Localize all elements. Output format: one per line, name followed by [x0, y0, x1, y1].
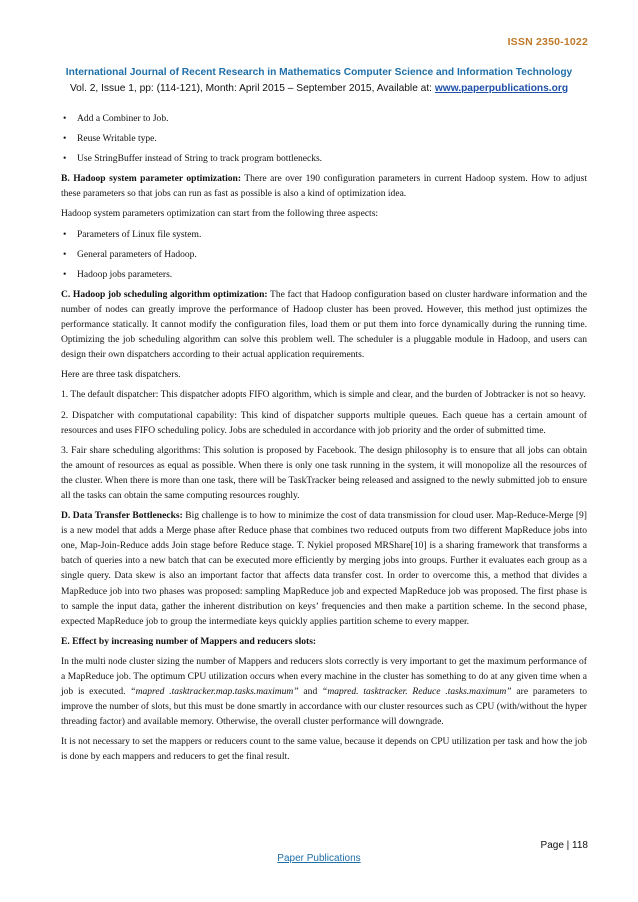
section-c-heading: C. Hadoop job scheduling algorithm optimization: [61, 288, 268, 300]
section-d-paragraph: D. Data Transfer Bottlenecks: Big challenge is to how to minimize the cost of data transmission for cloud user. Map-Reduce-Merge [9] is a new model that adds a Merge phase after Reduce phase that combines two reduced outputs from two different MapReduce jobs into one, Map-Join-Reduce adds Join stage before Reduce stage. T. Nykiel proposed MRShare[10] is a sharing framework that transforms a batch of queries into a new batch that can be executed more efficiently by merging jobs into groups. Further it evaluates each group as a single query. Data skew is also an important factor that affects data transfer cost. In order to overcome this, a method that divides a MapReduce job into two phases was proposed: sampling MapReduce job and expected MapReduce job was proposed. The first phase is to sample the input data, gather the inherent distribution on keys’ frequencies and then make a partition scheme. In the second phase, expected MapReduce job to group the intermediate keys quickly applies partition scheme to every mapper. [61, 510, 587, 627]
bullet-item: • Add a Combiner to Job. [61, 111, 587, 126]
issn-label: ISSN 2350-1022 [507, 36, 588, 48]
param-reducer-slots: “mapred. tasktracker. Reduce .tasks.maximum” [322, 686, 512, 698]
website-link[interactable]: www.paperpublications.org [434, 83, 569, 94]
section-e-paragraph-2: It is not necessary to set the mappers or reducers count to the same value, because it depends on CPU utilization per task and how the job is done by each mappers and reducers to get the final result. [61, 736, 587, 763]
publisher-link[interactable]: Paper Publications [277, 853, 361, 864]
bullet-icon: • [63, 228, 67, 240]
bullet-item: • Hadoop jobs parameters. [61, 267, 587, 282]
bullet-item: • General parameters of Hadoop. [61, 247, 587, 262]
bullet-item: • Use StringBuffer instead of String to track program bottlenecks. [61, 151, 587, 166]
bullet-icon: • [63, 268, 67, 280]
dispatcher-item: 2. Dispatcher with computational capability: This kind of dispatcher supports multiple queues. Each queue has a certain amount of resources and uses FIFO scheduling policy. Jobs are scheduled in accordance with job priority and the order of submitted time. [61, 409, 587, 436]
section-e-heading: E. Effect by increasing number of Mappers and reducers slots: [61, 635, 317, 647]
volume-text: Vol. 2, Issue 1, pp: (114-121), Month: April 2015 – September 2015, Available at: [69, 83, 435, 94]
bullet-item: • Reuse Writable type. [61, 131, 587, 146]
bullet-icon: • [63, 113, 67, 124]
bullet-item: • Parameters of Linux file system. [61, 227, 587, 242]
section-c-paragraph: C. Hadoop job scheduling algorithm optimization: The fact that Hadoop configuration based on cluster hardware information and the number of nodes can greatly improve the performance of Hadoop cluster has been proved. However, this method just optimizes the performance statically. It cannot modify the configuration files, load them or put them into force dynamically during the running time. Optimizing the job scheduling algorithm can solve this problem well. The scheduler is a pluggable module in Hadoop, and users can design their own dispatchers according to their actual application requirements. [61, 288, 587, 361]
section-b-heading: B. Hadoop system parameter optimization: [61, 173, 242, 185]
section-d-heading: D. Data Transfer Bottlenecks: [61, 510, 183, 522]
param-mapper-slots: “mapred .tasktracker.map.tasks.maximum” [130, 686, 299, 698]
volume-info [0, 83, 638, 94]
dispatcher-item: 3. Fair share scheduling algorithms: This solution is proposed by Facebook. The design philosophy is to ensure that all jobs can obtain the amount of resources as equal as possible. When there is only one task running in the system, it will monopolize all the resources of the cluster. When there is more than one task, there will be TaskTracker being released and assigned to the newly submitted job to ensure all the tasks can obtain the same computing resources roughly. [61, 444, 587, 501]
bullet-icon: • [63, 153, 67, 165]
bullet-icon: • [63, 248, 67, 260]
dispatcher-item: 1. The default dispatcher: This dispatcher adopts FIFO algorithm, which is simple and clear, and the burden of Jobtracker is not so heavy. [61, 389, 586, 401]
section-b-paragraph: B. Hadoop system parameter optimization: There are over 190 configuration parameters in current Hadoop system. How to adjust these parameters so that jobs can run as fast as possible is also a kind of optimization idea. [61, 173, 587, 200]
journal-title: International Journal of Recent Research in Mathematics Computer Science and Information Technology [65, 67, 573, 78]
section-b-intro: Hadoop system parameters optimization can start from the following three aspects: [61, 208, 379, 220]
section-c-intro: Here are three task dispatchers. [61, 369, 181, 381]
bullet-icon: • [63, 133, 67, 145]
page-number: Page | 118 [540, 840, 588, 851]
section-e-paragraph: In the multi node cluster sizing the number of Mappers and reducers slots correctly is very important to get the maximum performance of a MapReduce job. The optimum CPU utilization occurs when every machine in the cluster has something to do at any given time when a job is executed. “mapred .tasktracker.map.tasks.maximum” and “mapred. tasktracker. Reduce .tasks.maximum” are parameters to improve the number of slots, but this must be done smartly in accordance with our cluster resources such as CPU (with/without the hyper threading factor) and available memory. Otherwise, the overall cluster performance will downgrade. [61, 655, 587, 728]
article-body [61, 111, 587, 770]
